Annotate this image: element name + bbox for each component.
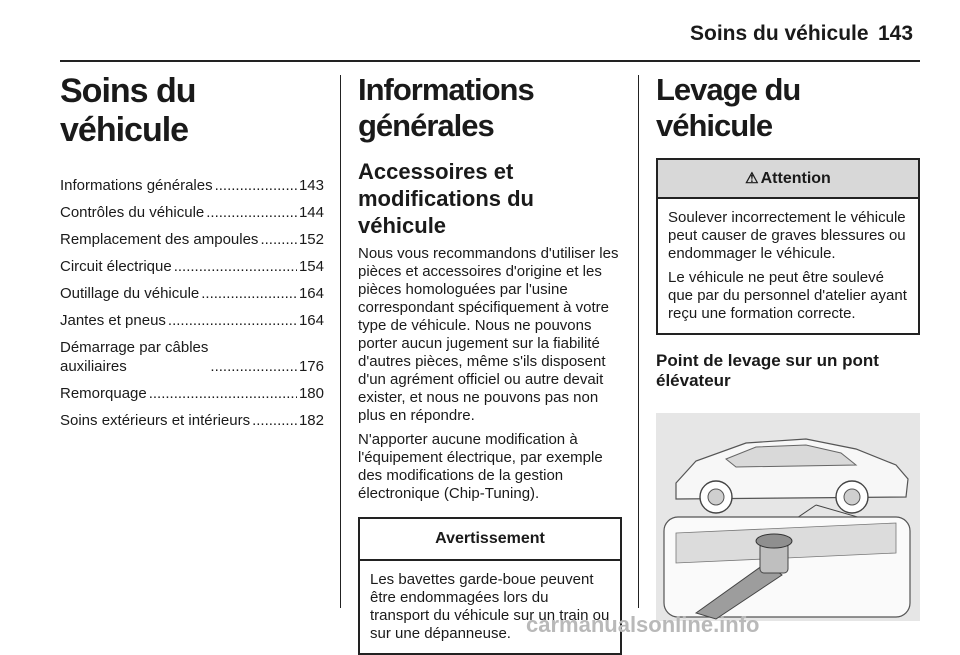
body-paragraph: Nous vous recommandons d'utiliser les pièces et accessoires d'origine et les pièces homologuées par l'usine correspondant spécifiquement à votre type de véhicule. Nous ne pouvons porter aucun jugement sur la fiabilité d'autres pièces, même s'ils disposent d'un agrément officiel ou autre devait exister, et nous ne pouvons pas non plus en répondre. bbox=[358, 245, 619, 424]
toc-entry[interactable] bbox=[60, 338, 324, 376]
toc-page: 176 bbox=[298, 358, 324, 375]
warning-box-text: Les bavettes garde-boue peuvent être endommagées lors du transport du véhicule sur un train ou sur une dépanneuse. bbox=[370, 571, 610, 642]
toc-leader bbox=[174, 257, 297, 276]
attention-box-text: Le véhicule ne peut être soulevé que par du personnel d'atelier ayant reçu une formation correcte. bbox=[668, 269, 907, 322]
toc-label: Contrôles du véhicule bbox=[60, 204, 205, 221]
toc-leader bbox=[206, 203, 297, 222]
toc-leader bbox=[149, 384, 297, 403]
toc-entry[interactable] bbox=[60, 257, 324, 276]
toc-entry[interactable] bbox=[60, 384, 324, 403]
toc-page: 143 bbox=[298, 177, 324, 194]
toc-leader bbox=[215, 176, 297, 195]
subheading: Point de levage sur un pont élévateur bbox=[656, 351, 879, 390]
attention-box-header bbox=[658, 160, 918, 199]
toc-leader bbox=[252, 411, 297, 430]
column-divider-1 bbox=[340, 75, 341, 608]
lift-point-illustration bbox=[656, 413, 920, 621]
attention-box-text: Soulever incorrectement le véhicule peut causer de graves blessures ou endommager le véhicule. bbox=[668, 209, 906, 262]
toc-label: Jantes et pneus bbox=[60, 312, 166, 329]
attention-box-body bbox=[658, 199, 918, 333]
toc-column bbox=[60, 72, 324, 438]
general-info-column bbox=[358, 72, 622, 655]
column-divider-2 bbox=[638, 75, 639, 608]
toc-label: Outillage du véhicule bbox=[60, 285, 200, 302]
warning-box-title: Avertissement bbox=[360, 519, 620, 561]
section-title: Levage du véhicule bbox=[656, 72, 801, 143]
toc-label: Démarrage par câbles auxiliaires bbox=[60, 339, 209, 375]
warning-triangle-icon: ⚠ bbox=[745, 170, 759, 187]
attention-box bbox=[656, 158, 920, 335]
toc-leader bbox=[260, 230, 297, 249]
subsection-title: Accessoires et modifications du véhicule bbox=[358, 159, 534, 238]
toc-page: 182 bbox=[298, 412, 324, 429]
toc-leader bbox=[168, 311, 297, 330]
body-paragraph: N'apporter aucune modification à l'équipement électrique, par exemple des modifications de la gestion électronique (Chip-Tuning). bbox=[358, 431, 603, 502]
toc-label: Remorquage bbox=[60, 385, 147, 402]
toc-page: 154 bbox=[298, 258, 324, 275]
toc-page: 164 bbox=[298, 285, 324, 302]
toc-label: Soins extérieurs et intérieurs bbox=[60, 412, 251, 429]
toc-entry[interactable] bbox=[60, 311, 324, 330]
chapter-title: Soins du véhicule bbox=[60, 72, 196, 149]
attention-box-title: Attention bbox=[760, 170, 831, 187]
toc-leader bbox=[210, 357, 297, 376]
toc-label: Remplacement des ampoules bbox=[60, 231, 259, 248]
toc-entry[interactable] bbox=[60, 411, 324, 430]
toc-entry[interactable] bbox=[60, 230, 324, 249]
toc-entry[interactable] bbox=[60, 176, 324, 195]
toc-label: Circuit électrique bbox=[60, 258, 172, 275]
toc-page: 180 bbox=[298, 385, 324, 402]
toc-page: 164 bbox=[298, 312, 324, 329]
section-title: Informations générales bbox=[358, 72, 534, 143]
running-header-title: Soins du véhicule bbox=[690, 22, 869, 45]
toc-entry[interactable] bbox=[60, 284, 324, 303]
page-number: 143 bbox=[878, 22, 914, 45]
watermark: carmanualsonline.info bbox=[526, 612, 760, 637]
car-on-lift-drawing bbox=[656, 413, 920, 621]
toc-page: 152 bbox=[298, 231, 324, 248]
header-rule bbox=[60, 60, 920, 62]
warning-box-body bbox=[360, 561, 620, 653]
toc-label: Informations générales bbox=[60, 177, 213, 194]
lifting-column bbox=[656, 72, 920, 621]
toc-entry[interactable] bbox=[60, 203, 324, 222]
toc-page: 144 bbox=[298, 204, 324, 221]
toc-leader bbox=[201, 284, 297, 303]
